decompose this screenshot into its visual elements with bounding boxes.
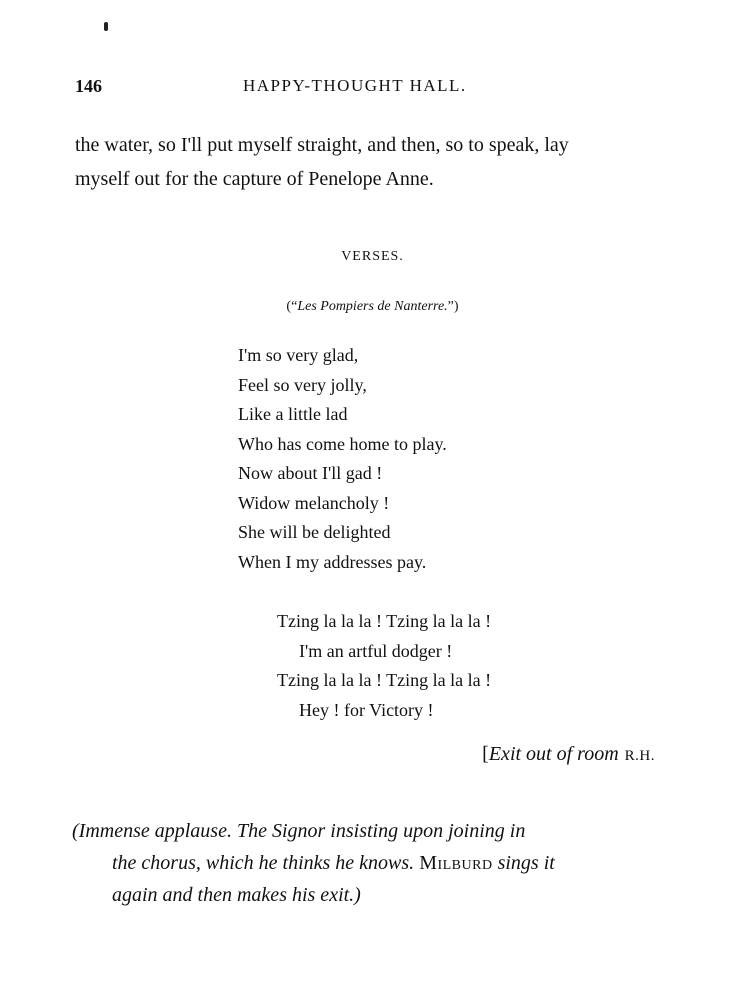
exit-bracket: [: [482, 743, 489, 765]
body-line-2: myself out for the capture of Penelope Anne.: [75, 168, 434, 190]
stage-note-line-3: again and then makes his exit.): [112, 884, 361, 906]
chorus-line: Tzing la la la ! Tzing la la la !: [277, 611, 492, 631]
subtitle-close: ”): [447, 299, 459, 314]
body-paragraph: [75, 128, 675, 196]
stage-note: [72, 815, 672, 911]
verses-subtitle: [0, 299, 745, 315]
verse-line: Widow melancholy !: [238, 492, 390, 513]
chorus-line: I'm an artful dodger !: [299, 640, 453, 661]
page-number: 146: [75, 76, 102, 96]
verse-line: Like a little lad: [238, 404, 348, 424]
verse-line: Now about I'll gad !: [238, 463, 383, 483]
stage-note-line-2: [72, 847, 672, 879]
verse-line: She will be delighted: [238, 522, 391, 542]
chorus: [277, 607, 491, 725]
subtitle-open: (“: [286, 299, 298, 314]
body-line-1: the water, so I'll put myself straight, and then, so to speak, lay: [75, 134, 569, 156]
chorus-line: Hey ! for Victory !: [299, 699, 434, 720]
running-title: HAPPY-THOUGHT HALL.: [243, 76, 467, 95]
exit-text: Exit out of room: [488, 743, 619, 765]
chorus-line: Tzing la la la ! Tzing la la la !: [277, 670, 492, 690]
verse-stanza: [238, 341, 447, 577]
verses-heading: VERSES.: [341, 249, 404, 264]
verse-line: Who has come home to play.: [238, 433, 447, 454]
exit-side: R.H.: [624, 748, 655, 764]
verse-line: I'm so very glad,: [238, 345, 359, 365]
verse-line: Feel so very jolly,: [238, 374, 367, 395]
verse-line: When I my addresses pay.: [238, 551, 427, 572]
page-header: [75, 76, 668, 104]
exit-direction: [482, 743, 655, 766]
ink-speck: [104, 22, 108, 31]
character-name: Milburd: [419, 852, 493, 874]
subtitle-title: Les Pompiers de Nanterre.: [297, 299, 448, 314]
stage-note-line-1: (Immense applause. The Signor insisting upon joining in: [72, 820, 526, 842]
stage-note-line-2-end: sings it: [497, 852, 555, 874]
stage-note-line-2-text: the chorus, which he thinks he knows.: [112, 852, 415, 874]
